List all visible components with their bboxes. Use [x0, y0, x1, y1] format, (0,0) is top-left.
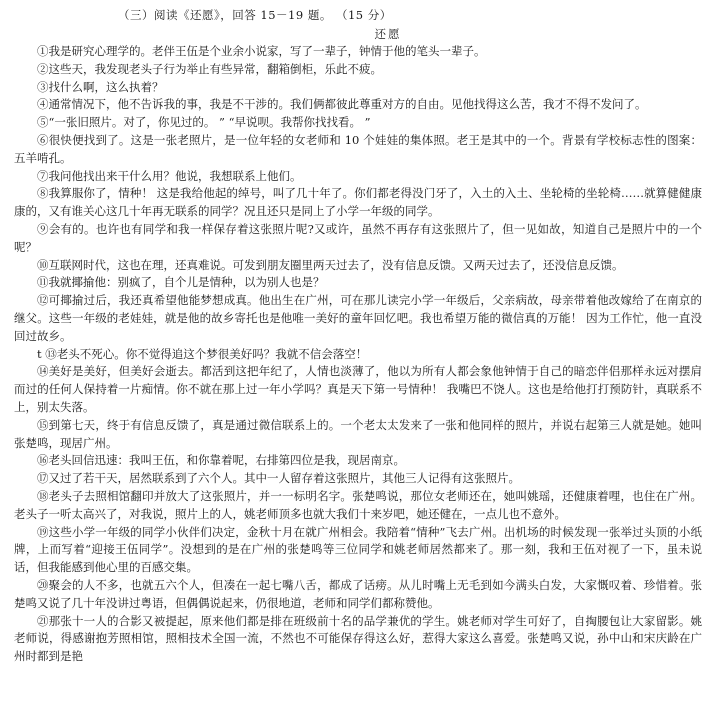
paragraph-14: ⑭美好是美好，但美好会逝去。都活到这把年纪了，人情也淡薄了，他以为所有人都会象他钟情于自己的暗恋伴侣那样永远对摆肩而过的任何人保持着一片痴情。你不就在那上过一年小学吗？真是天下第一号情种！ 我嘴巴不饶人。这也是给他打打预防针，真联系不上，别太失落。	[14, 364, 702, 414]
paragraph-6: ⑥很快便找到了。这是一张老照片，是一位年轻的女老师和 10 个娃娃的集体照。老王是其中的一个。背景有学校标志性的图案：五羊啃孔。	[14, 132, 702, 165]
paragraph-16: ⑯老头回信迅速：我叫王伍，和你靠着呢，右排第四位是我，现居南京。	[37, 453, 405, 468]
paragraph-9: ⑨会有的。也许也有同学和我一样保存着这张照片呢?又或许，虽然不再存有这张照片了，但一见如故，知道自己是照片中的一个呢？	[14, 221, 702, 254]
paragraph-7: ⑦我问他找出来干什么用？他说，我想联系上他们。	[37, 168, 302, 183]
paragraph-8: ⑧我算服你了，情种！ 这是我给他起的绰号，叫了几十年了。你们都老得没门牙了，入土的入土、坐轮椅的坐轮椅……就算健健康康的，又有谁关心这几十年再无联系的同学？况且还只是同上了小学一年级的同学。	[14, 186, 702, 219]
story-title: 还愿	[374, 27, 402, 41]
paragraph-2: ②这些天，我发现老头子行为举止有些异常，翻箱倒柜，乐此不疲。	[37, 61, 382, 76]
paragraph-10: ⑩互联网时代，这也在理，还真难说。可发到朋友圈里两天过去了，没有信息反馈。又两天过去了，还没信息反馈。	[37, 257, 624, 272]
paragraph-5: ⑤“一张旧照片。对了，你见过的。 ” “早说呗。我帮你找找看。 ”	[37, 115, 371, 130]
paragraph-15: ⑮到第七天，终于有信息反馈了，真是通过微信联系上的。一个老太太发来了一张和他同样的照片，并说右起第三人就是她。她叫张楚鸣，现居广州。	[14, 417, 702, 450]
story-body	[14, 43, 702, 666]
paragraph-3: ③找什么啊，这么执着？	[37, 79, 164, 94]
paragraph-4: ④通常情况下，他不告诉我的事，我是不干涉的。我们俩都彼此尊重对方的自由。见他找得这么苦，我才不得不发问了。	[37, 97, 647, 112]
section-heading: （三）阅读《还愿》，回答 15－19 题。 （15 分）	[118, 8, 392, 22]
paragraph-20: ⑳聚会的人不多，也就五六个人，但凑在一起七嘴八舌，都成了话痨。从儿时嘴上无毛到如今满头白发，大家慨叹着、珍惜着。张楚鸣又说了几十年没讲过粤语，但偶偶说起来，仍很地道，老师和同学们都称赞他。	[14, 577, 702, 610]
paragraph-21: ㉑那张十一人的合影又被提起，原来他们都是排在班级前十名的品学兼优的学生。姚老师对学生可好了，自掏腰包让大家留影。姚老师说，得感谢抱芳照相馆，照相技术全国一流，不然也不可能保存得这么好，惹得大家这么喜爱。张楚鸣又说，孙中山和宋庆龄在广州时都到是艳	[14, 613, 702, 664]
paragraph-11: ⑪我就揶揄他：别疯了，自个儿是情种，以为别人也是？	[37, 275, 325, 290]
paragraph-18: ⑱老头子去照相馆翻印并放大了这张照片，并一一标明名字。张楚鸣说，那位女老师还在，她叫姚瑶，还健康着哩，也住在广州。老头子一听太高兴了，对我说，照片上的人，姚老师顶多也就大我们十来岁吧，她还健在，一点儿也不意外。	[14, 488, 702, 521]
paragraph-1: ①我是研究心理学的。老伴王伍是个业余小说家，写了一辈子，钟情于他的笔头一辈子。	[37, 44, 486, 58]
paragraph-12: ⑫可揶揄过后，我还真希望他能梦想成真。他出生在广州，可在那儿读完小学一年级后，父亲病故，母亲带着他改嫁给了在南京的继父。这些一年级的老娃娃，就是他的故乡寄托也是他唯一美好的童年回忆吧。我也希望万能的微信真的万能！ 因为工作忙，他一直没回过故乡。	[14, 293, 702, 343]
paragraph-17: ⑰又过了若干天，居然联系到了六个人。其中一人留存着这张照片，其他三人记得有这张照片。	[37, 471, 520, 486]
paragraph-19: ⑲这些小学一年级的同学小伙伴们决定，金秋十月在就广州相会。我陪着“情种”飞去广州。出机场的时候发现一张举过头顶的小纸牌，上而写着“迎接王伍同学”。没想到的是在广州的张楚鸣等三位同学和姚老师居然都来了。那一刻，我和王伍对视了一下，虽未说话，但我能感到他心里的百感交集。	[14, 524, 702, 575]
paragraph-13: t ⑬老头不死心。你不觉得追这个梦很美好吗？我就不信会落空！	[37, 346, 368, 361]
